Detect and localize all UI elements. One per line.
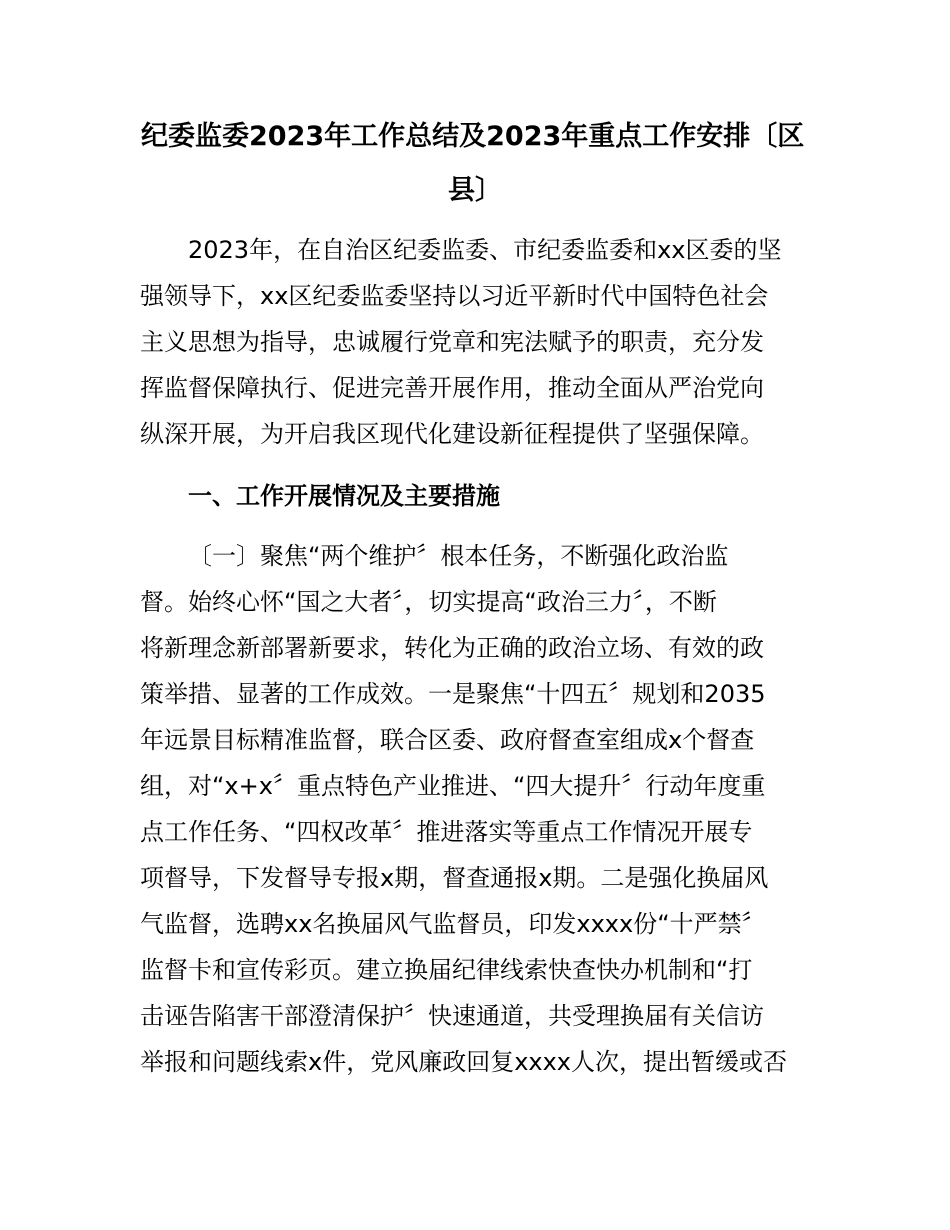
body-line: 督。始终心怀“国之大者〞，切实提高“政治三力〞，不断 bbox=[140, 588, 717, 616]
document-title-line-1: 纪委监委2023年工作总结及2023年重点工作安排〔区 bbox=[141, 121, 805, 152]
intro-line: 强领导下，xx区纪委监委坚持以习近平新时代中国特色社会 bbox=[140, 282, 769, 310]
document-title-line-2: 县〕 bbox=[448, 175, 502, 206]
body-line: 策举措、显著的工作成效。一是聚焦“十四五〞规划和2035 bbox=[140, 680, 766, 708]
section-heading: 一、工作开展情况及主要措施 bbox=[188, 482, 500, 510]
body-line: 项督导，下发督导专报x期，督查通报x期。二是强化换届风 bbox=[140, 864, 769, 892]
body-line: 击诬告陷害干部澄清保护〞快速通道，共受理换届有关信访 bbox=[140, 1002, 764, 1030]
body-line: 〔一〕聚焦“两个维护〞根本任务，不断强化政治监 bbox=[188, 542, 729, 570]
intro-line: 纵深开展，为开启我区现代化建设新征程提供了坚强保障。 bbox=[140, 420, 764, 448]
body-line: 举报和问题线索x件，党风廉政回复xxxx人次，提出暂缓或否 bbox=[140, 1048, 788, 1076]
body-line: 组，对“x+x〞重点特色产业推进、“四大提升〞行动年度重 bbox=[140, 772, 766, 800]
body-line: 年远景目标精准监督，联合区委、政府督查室组成x个督查 bbox=[140, 726, 755, 754]
body-line: 监督卡和宣传彩页。建立换届纪律线索快查快办机制和“打 bbox=[140, 956, 753, 984]
body-line: 点工作任务、“四权改革〞推进落实等重点工作情况开展专 bbox=[140, 818, 753, 846]
intro-line: 2023年，在自治区纪委监委、市纪委监委和xx区委的坚 bbox=[188, 236, 782, 264]
body-line: 气监督，选聘xx名换届风气监督员，印发xxxx份“十严禁〞 bbox=[140, 910, 766, 938]
intro-line: 主义思想为指导，忠诚履行党章和宪法赋予的职责，充分发 bbox=[140, 328, 764, 356]
intro-line: 挥监督保障执行、促进完善开展作用，推动全面从严治党向 bbox=[140, 374, 764, 402]
body-line: 将新理念新部署新要求，转化为正确的政治立场、有效的政 bbox=[140, 634, 764, 662]
